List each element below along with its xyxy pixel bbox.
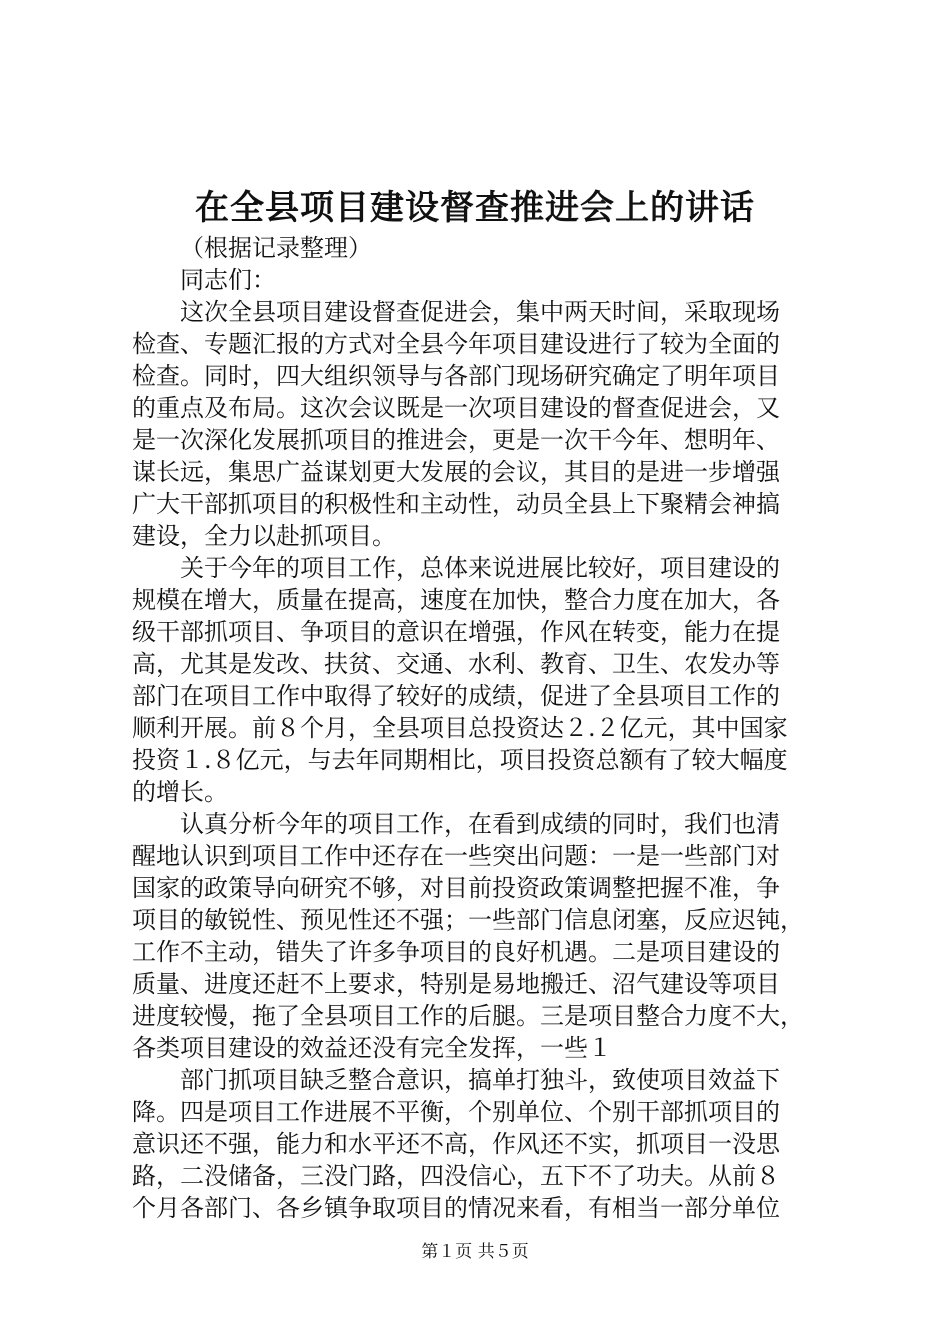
paragraph-1-line-7: 广大干部抓项目的积极性和主动性，动员全县上下聚精会神搞	[132, 490, 780, 518]
salutation-line: 同志们：	[180, 266, 276, 294]
paragraph-3-line-7: 进度较慢，拖了全县项目工作的后腿。三是项目整合力度不大，	[132, 1002, 804, 1030]
paragraph-1-line-6: 谋长远，集思广益谋划更大发展的会议，其目的是进一步增强	[132, 458, 780, 486]
paragraph-2-line-3: 级干部抓项目、争项目的意识在增强，作风在转变，能力在提	[132, 618, 780, 646]
paragraph-2-line-8: 的增长。	[132, 778, 228, 806]
paragraph-4-line-3: 意识还不强，能力和水平还不高，作风还不实，抓项目一没思	[132, 1130, 780, 1158]
paragraph-2-line-1: 关于今年的项目工作，总体来说进展比较好，项目建设的	[180, 554, 780, 582]
paragraph-3-line-2: 醒地认识到项目工作中还存在一些突出问题：一是一些部门对	[132, 842, 780, 870]
paragraph-4-line-2: 降。四是项目工作进展不平衡，个别单位、个别干部抓项目的	[132, 1098, 780, 1126]
paragraph-1-line-2: 检查、专题汇报的方式对全县今年项目建设进行了较为全面的	[132, 330, 780, 358]
paragraph-2-line-7: 投资１.８亿元，与去年同期相比，项目投资总额有了较大幅度	[132, 746, 788, 774]
document-title: 在全县项目建设督查推进会上的讲话	[195, 188, 755, 228]
paragraph-3-line-1: 认真分析今年的项目工作，在看到成绩的同时，我们也清	[180, 810, 780, 838]
paragraph-4-line-1: 部门抓项目缺乏整合意识，搞单打独斗，致使项目效益下	[180, 1066, 780, 1094]
paragraph-3-line-4: 项目的敏锐性、预见性还不强；一些部门信息闭塞，反应迟钝，	[132, 906, 804, 934]
paragraph-3-line-8: 各类项目建设的效益还没有完全发挥，一些１	[132, 1034, 612, 1062]
paragraph-2-line-5: 部门在项目工作中取得了较好的成绩，促进了全县项目工作的	[132, 682, 780, 710]
paragraph-2-line-4: 高，尤其是发改、扶贫、交通、水利、教育、卫生、农发办等	[132, 650, 780, 678]
paragraph-3-line-6: 质量、进度还赶不上要求，特别是易地搬迁、沼气建设等项目	[132, 970, 780, 998]
paragraph-3-line-5: 工作不主动，错失了许多争项目的良好机遇。二是项目建设的	[132, 938, 780, 966]
paragraph-1-line-8: 建设，全力以赴抓项目。	[132, 522, 396, 550]
paragraph-1-line-1: 这次全县项目建设督查促进会，集中两天时间，采取现场	[180, 298, 780, 326]
paragraph-4-line-4: 路，二没储备，三没门路，四没信心，五下不了功夫。从前８	[132, 1162, 780, 1190]
paragraph-1-line-4: 的重点及布局。这次会议既是一次项目建设的督查促进会，又	[132, 394, 780, 422]
note-line: （根据记录整理）	[180, 234, 372, 262]
paragraph-4-line-5: 个月各部门、各乡镇争取项目的情况来看，有相当一部分单位	[132, 1194, 780, 1222]
paragraph-2-line-6: 顺利开展。前８个月，全县项目总投资达２.２亿元，其中国家	[132, 714, 788, 742]
paragraph-1-line-5: 是一次深化发展抓项目的推进会，更是一次干今年、想明年、	[132, 426, 780, 454]
paragraph-2-line-2: 规模在增大，质量在提高，速度在加快，整合力度在加大，各	[132, 586, 780, 614]
paragraph-1-line-3: 检查。同时，四大组织领导与各部门现场研究确定了明年项目	[132, 362, 780, 390]
document-body	[132, 232, 832, 1224]
page-footer: 第１页 共５页	[421, 1242, 529, 1262]
paragraph-3-line-3: 国家的政策导向研究不够，对目前投资政策调整把握不准，争	[132, 874, 780, 902]
